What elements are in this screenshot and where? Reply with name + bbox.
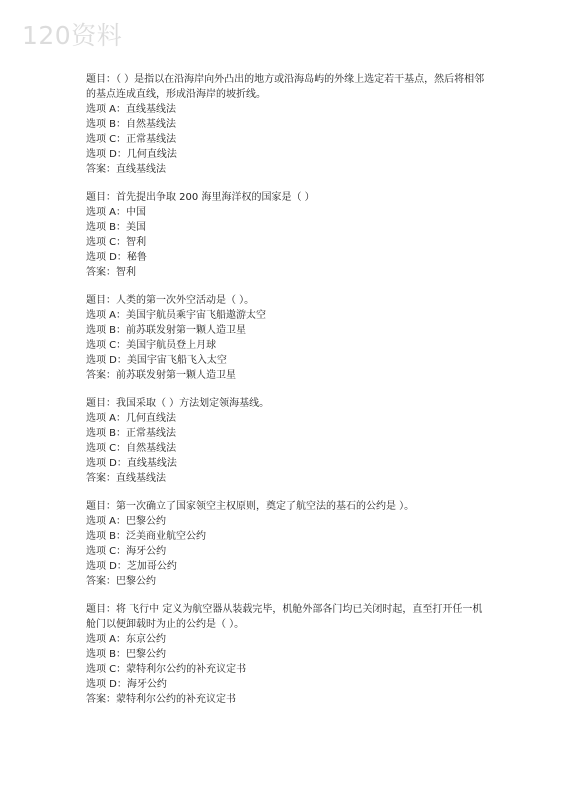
option-c: 选项 C：蒙特利尔公约的补充议定书 (86, 664, 247, 675)
option-b: 选项 B：自然基线法 (86, 119, 177, 130)
option-b: 选项 B：巴黎公约 (86, 649, 167, 660)
question-block (86, 499, 486, 589)
question-list (86, 72, 486, 720)
option-a: 选项 A：巴黎公约 (86, 516, 167, 527)
option-c: 选项 C：智利 (86, 237, 147, 248)
option-c: 选项 C：海牙公约 (86, 546, 167, 557)
option-d: 选项 D：几何直线法 (86, 149, 177, 160)
option-a: 选项 A：几何直线法 (86, 413, 177, 424)
option-c: 选项 C：正常基线法 (86, 134, 177, 145)
question-block (86, 293, 486, 383)
question-block (86, 190, 486, 280)
question-block (86, 396, 486, 486)
question-text: 题目：第一次确立了国家领空主权原则，奠定了航空法的基石的公约是 ）。 (86, 501, 415, 512)
watermark: 120资料 (22, 21, 123, 50)
option-b: 选项 B：正常基线法 (86, 428, 177, 439)
option-b: 选项 B：前苏联发射第一颗人造卫星 (86, 325, 247, 336)
option-a: 选项 A：中国 (86, 207, 147, 218)
option-d: 选项 D：美国宇宙飞船飞入太空 (86, 355, 227, 366)
question-text: 题目：将 飞行中 定义为航空器从装载完毕，机舱外部各门均已关闭时起，直至打开任一机舱门以便卸载时为止的公约是（ ）。 (86, 604, 483, 630)
option-b: 选项 B：泛美商业航空公约 (86, 531, 207, 542)
option-b: 选项 B：美国 (86, 222, 147, 233)
answer-text: 答案：蒙特利尔公约的补充议定书 (86, 694, 236, 705)
question-text: 题目：首先提出争取 200 海里海洋权的国家是（ ） (86, 192, 315, 203)
option-d: 选项 D：秘鲁 (86, 252, 147, 263)
question-block (86, 602, 486, 707)
question-text: 题目：我国采取（ ）方法划定领海基线。 (86, 398, 270, 409)
answer-text: 答案：直线基线法 (86, 164, 166, 175)
option-d: 选项 D：海牙公约 (86, 679, 167, 690)
option-c: 选项 C：美国宇航员登上月球 (86, 340, 217, 351)
question-block (86, 72, 486, 177)
question-text: 题目：人类的第一次外空活动是（ ）。 (86, 295, 255, 306)
option-a: 选项 A：东京公约 (86, 634, 167, 645)
option-a: 选项 A：美国宇航员乘宇宙飞船遨游太空 (86, 310, 267, 321)
question-text: 题目：（ ）是指以在沿海岸向外凸出的地方或沿海岛屿的外缘上选定若干基点，然后将相邻的基点连成直线，形成沿海岸的坡折线。 (86, 74, 485, 100)
option-a: 选项 A：直线基线法 (86, 104, 177, 115)
answer-text: 答案：智利 (86, 267, 136, 278)
answer-text: 答案：巴黎公约 (86, 576, 156, 587)
option-d: 选项 D：芝加哥公约 (86, 561, 177, 572)
answer-text: 答案：直线基线法 (86, 473, 166, 484)
option-c: 选项 C：自然基线法 (86, 443, 177, 454)
option-d: 选项 D：直线基线法 (86, 458, 177, 469)
answer-text: 答案：前苏联发射第一颗人造卫星 (86, 370, 236, 381)
